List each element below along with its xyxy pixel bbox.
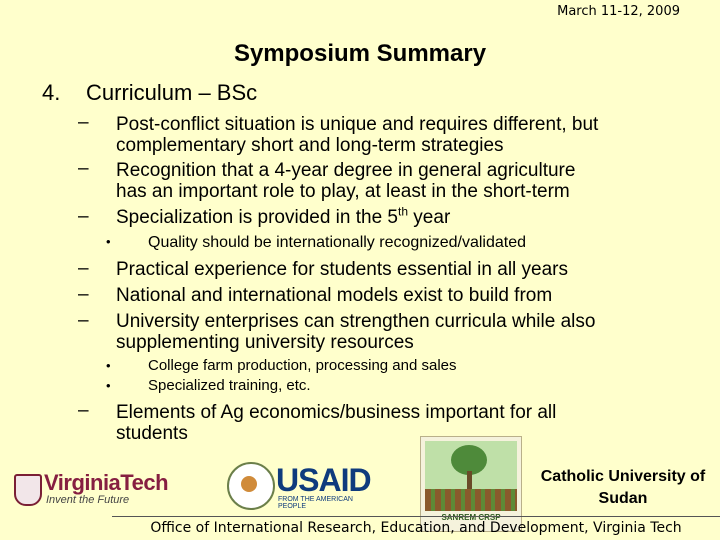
bullet-marker: • [106, 234, 111, 249]
seal-logo [227, 462, 275, 510]
catholic-university-label: Catholic University of Sudan [540, 468, 706, 507]
list-item: Post-conflict situation is unique and requires different, but complementary short and long-term strategies [116, 114, 599, 156]
dash-marker: – [78, 158, 89, 179]
list-item: Practical experience for students essential in all years [116, 259, 569, 280]
dash-marker: – [78, 258, 89, 279]
sanrem-logo: SANREM CRSP [420, 436, 522, 532]
footer-text: Office of International Research, Education, and Development, Virginia Tech [150, 520, 682, 536]
sub-item: College farm production, processing and sales [148, 357, 457, 374]
list-item: Specialization is provided in the 5th year [116, 204, 451, 228]
date-label: March 11-12, 2009 [557, 4, 680, 19]
bullet-marker: • [106, 358, 111, 373]
list-item: National and international models exist to build from [116, 285, 553, 306]
dash-marker: – [78, 310, 89, 331]
list-item: Recognition that a 4-year degree in general agriculture has an important role to play, at least in the short-term [116, 160, 576, 202]
section-title: Curriculum – BSc [86, 80, 258, 105]
shield-icon [14, 474, 42, 506]
virginia-tech-logo: VirginiaTech Invent the Future [14, 470, 164, 510]
usaid-logo: USAID FROM THE AMERICAN PEOPLE [276, 462, 371, 510]
sub-item: Specialized training, etc. [148, 377, 311, 394]
dash-marker: – [78, 112, 89, 133]
footer-divider [112, 516, 720, 517]
sub-item: Quality should be internationally recognized/validated [148, 234, 527, 251]
dash-marker: – [78, 206, 89, 227]
bullet-marker: • [106, 378, 111, 393]
dash-marker: – [78, 400, 89, 421]
section-number: 4. [42, 80, 61, 105]
slide-title: Symposium Summary [233, 40, 487, 67]
dash-marker: – [78, 284, 89, 305]
section-heading [42, 80, 257, 106]
list-item: University enterprises can strengthen curricula while also supplementing university resources [116, 311, 596, 353]
list-item: Elements of Ag economics/business important for all students [116, 402, 557, 444]
